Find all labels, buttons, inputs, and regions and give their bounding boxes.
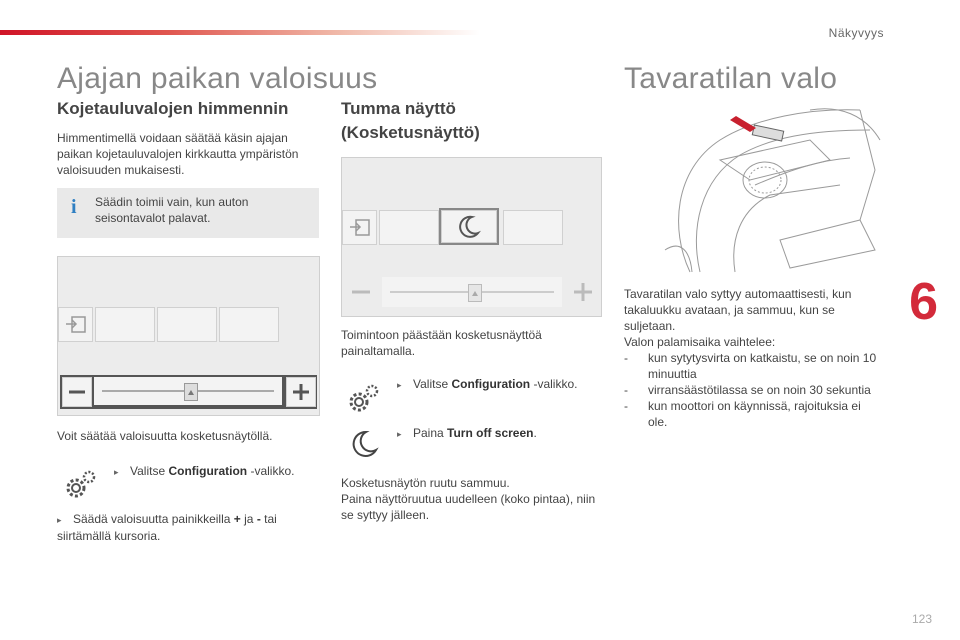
menu-cell[interactable]	[379, 210, 439, 245]
gear-icon	[345, 382, 381, 418]
middle-step-turn-off: ▸ Paina Turn off screen.	[397, 426, 537, 440]
trunk-intro: Tavaratilan valo syttyy automaattisesti, kun takaluukku avataan, ja sammuu, kun se suljetaan.	[624, 287, 852, 333]
dimmer-intro: Himmentimellä voidaan säätää käsin ajajan paikan kojetauluvalojen kirkkautta ympäristön valoisuuden mukaisesti.	[57, 131, 299, 177]
exit-icon	[59, 308, 92, 341]
dark-screen-heading-2: (Kosketusnäyttö)	[341, 123, 480, 142]
bullet-arrow-icon: ▸	[57, 515, 62, 525]
page-number: 123	[911, 612, 932, 626]
bullet-arrow-icon: ▸	[397, 380, 402, 390]
header-accent-bar	[0, 30, 480, 35]
list-item: - virransäästötilassa se on noin 30 sekuntia	[624, 382, 880, 398]
slider-thumb[interactable]	[468, 284, 482, 302]
left-title: Ajajan paikan valoisuus	[57, 62, 378, 95]
dimmer-heading: Kojetauluvalojen himmennin	[57, 99, 289, 118]
menu-cell[interactable]	[503, 210, 563, 245]
moon-icon	[442, 211, 496, 242]
moon-icon	[348, 428, 380, 460]
exit-button[interactable]	[58, 307, 93, 342]
middle-after-screen: Toimintoon päästään kosketusnäyttöä painaltamalla.	[341, 328, 542, 358]
brightness-slider[interactable]	[94, 377, 282, 405]
menu-cell[interactable]	[95, 307, 155, 342]
dark-screen-slider[interactable]	[382, 277, 562, 307]
list-item: - kun sytytysvirta on katkaistu, se on noin 10 minuuttia	[624, 350, 880, 382]
plus-button[interactable]	[286, 377, 316, 407]
middle-outro: Kosketusnäytön ruutu sammuu. Paina näyttöruutua uudelleen (koko pintaa), niin se syttyy jälleen.	[341, 476, 596, 522]
minus-button[interactable]	[344, 277, 378, 307]
slider-thumb[interactable]	[184, 383, 198, 401]
slider-bar	[60, 375, 317, 409]
info-box	[57, 188, 319, 238]
section-label: Näkyvyys	[828, 26, 884, 40]
trunk-lead: Valon palamisaika vaihtelee:	[624, 335, 776, 349]
chapter-number: 6	[909, 273, 938, 331]
exit-icon	[343, 211, 376, 244]
plus-button[interactable]	[566, 277, 600, 307]
menu-cell[interactable]	[157, 307, 217, 342]
trunk-illustration	[660, 100, 884, 273]
dark-screen-heading-1: Tumma näyttö	[341, 99, 456, 118]
duration-list	[624, 350, 880, 430]
brightness-screen	[57, 256, 320, 416]
dark-screen-button[interactable]	[439, 208, 499, 245]
menu-cell[interactable]	[219, 307, 279, 342]
minus-icon	[344, 277, 378, 307]
plus-icon	[566, 277, 600, 307]
info-text: Säädin toimii vain, kun auton seisontavalot palavat.	[95, 195, 249, 225]
bullet-arrow-icon: ▸	[114, 467, 119, 477]
left-step-adjust: ▸ Säädä valoisuutta painikkeilla + ja - tai siirtämällä kursoria.	[57, 512, 277, 543]
left-step-configuration: ▸ Valitse Configuration -valikko.	[114, 464, 295, 478]
minus-button[interactable]	[62, 377, 92, 407]
plus-icon	[287, 378, 315, 406]
bullet-arrow-icon: ▸	[397, 429, 402, 439]
minus-icon	[63, 378, 91, 406]
list-item: - kun moottori on käynnissä, rajoituksia ei ole.	[624, 398, 880, 430]
exit-button[interactable]	[342, 210, 377, 245]
info-icon: i	[71, 196, 77, 218]
dark-screen-panel	[341, 157, 602, 317]
right-title: Tavaratilan valo	[624, 62, 838, 95]
left-after-screen: Voit säätää valoisuutta kosketusnäytöllä.	[57, 429, 273, 443]
middle-step-configuration: ▸ Valitse Configuration -valikko.	[397, 377, 578, 391]
gear-icon	[62, 468, 98, 504]
